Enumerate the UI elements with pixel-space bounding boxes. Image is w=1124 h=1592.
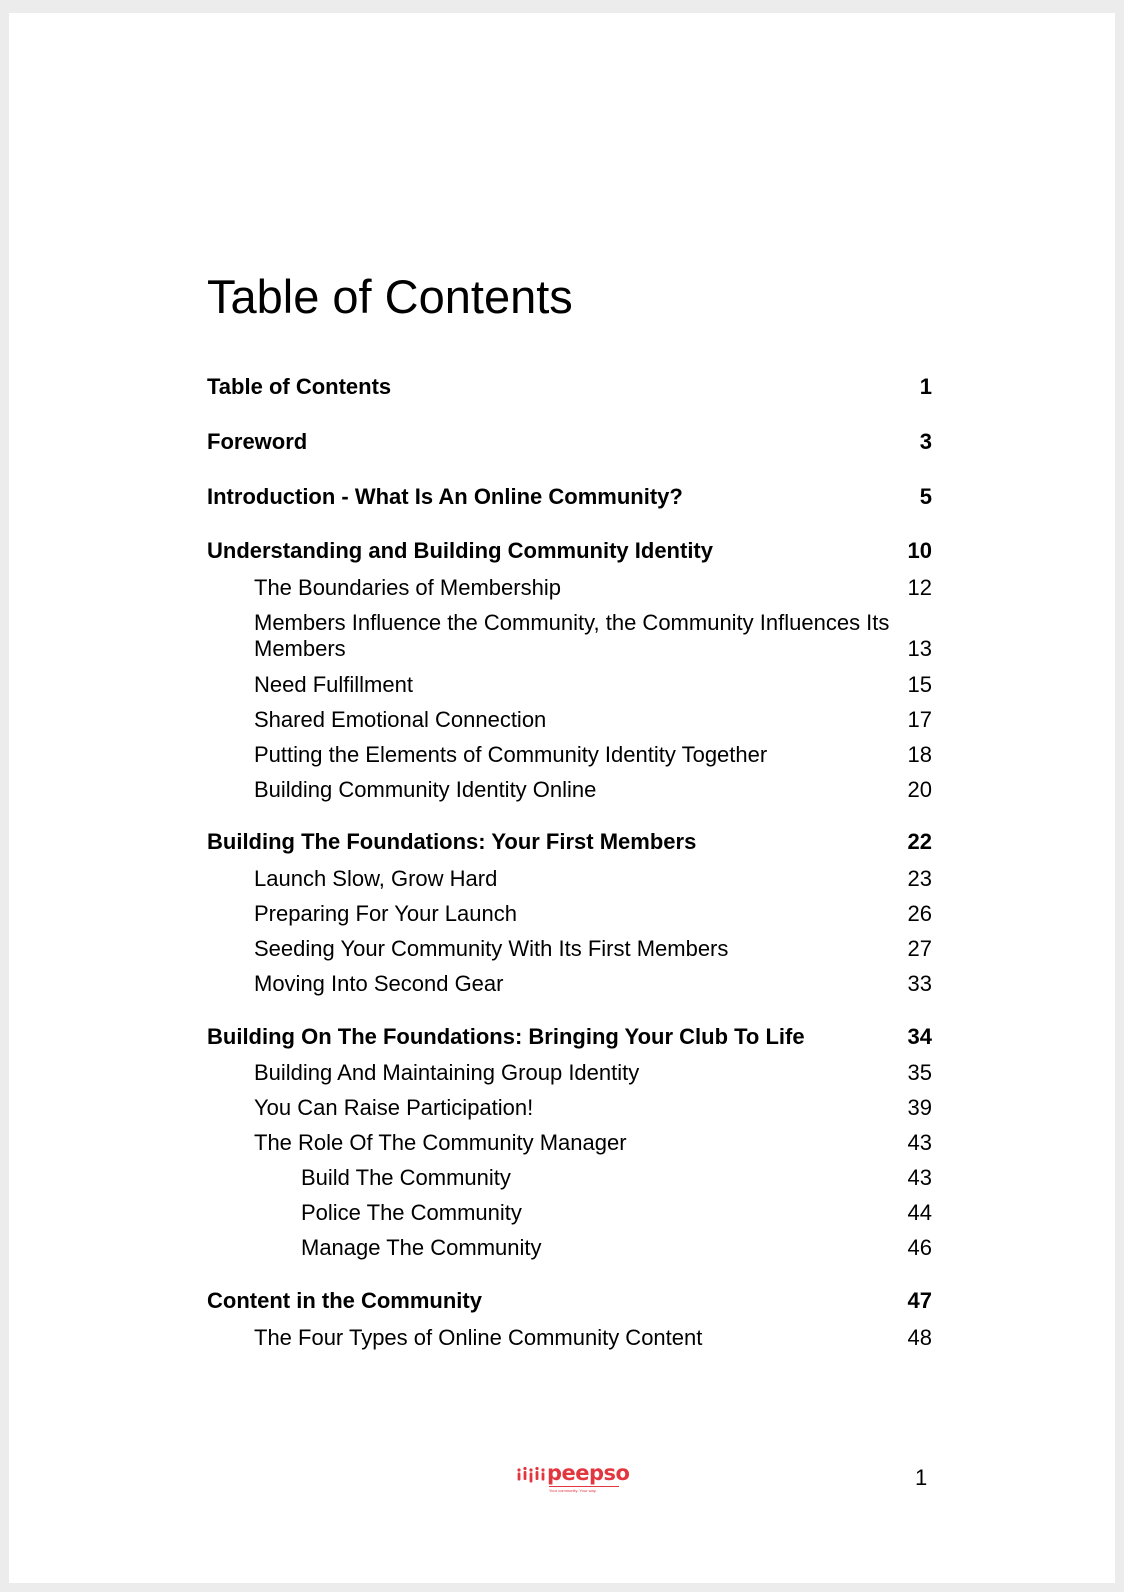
toc-entry-page: 43: [907, 1130, 932, 1155]
toc-entry-members-influence[interactable]: [207, 610, 932, 662]
toc-entry-page: 43: [907, 1165, 932, 1190]
toc-entry-title: Shared Emotional Connection: [254, 707, 547, 732]
toc-entry-title: Understanding and Building Community Identity: [207, 538, 713, 563]
toc-entry-building-on-foundations[interactable]: [207, 1024, 932, 1050]
toc-entry-police-community[interactable]: [207, 1200, 932, 1226]
toc-entry-title: Police The Community: [301, 1200, 522, 1225]
toc-entry-introduction[interactable]: [207, 484, 932, 510]
toc-entry-page: 34: [907, 1024, 932, 1049]
toc-entry-building-identity-online[interactable]: [207, 777, 932, 803]
toc-entry-second-gear[interactable]: [207, 971, 932, 997]
toc-entry-putting-elements-together[interactable]: [207, 742, 932, 768]
toc-entry-title: Putting the Elements of Community Identity Together: [254, 742, 768, 767]
toc-entry-page: 27: [907, 936, 932, 961]
toc-entry-title: Need Fulfillment: [254, 672, 413, 697]
toc-entry-title: Build The Community: [301, 1165, 511, 1190]
toc-entry-community-manager-role[interactable]: [207, 1130, 932, 1156]
toc-entry-page: 13: [907, 636, 932, 661]
toc-entry-title: Table of Contents: [207, 374, 392, 399]
toc-entry-page: 17: [907, 707, 932, 732]
toc-entry-title: Building Community Identity Online: [254, 777, 597, 802]
logo-tagline: Your community. Your way.: [549, 1486, 619, 1493]
toc-entry-preparing-launch[interactable]: [207, 901, 932, 927]
toc-entry-page: 44: [907, 1200, 932, 1225]
toc-entry-page: 22: [907, 829, 932, 854]
toc-entry-page: 20: [907, 777, 932, 802]
toc-entry-title: Building And Maintaining Group Identity: [254, 1060, 640, 1085]
toc-entry-page: 33: [907, 971, 932, 996]
toc-entry-shared-emotional-connection[interactable]: [207, 707, 932, 733]
toc-entry-title: The Boundaries of Membership: [254, 575, 561, 600]
toc-entry-title: Building On The Foundations: Bringing Your Club To Life: [207, 1024, 805, 1049]
toc-entry-need-fulfillment[interactable]: [207, 672, 932, 698]
toc-entry-page: 5: [919, 484, 932, 509]
toc-entry-content-in-community[interactable]: [207, 1288, 932, 1314]
toc-entry-page: 39: [907, 1095, 932, 1120]
document-page: [9, 13, 1115, 1583]
toc-entry-title: The Four Types of Online Community Content: [254, 1325, 703, 1350]
toc-entry-page: 1: [919, 374, 932, 399]
toc-entry-page: 48: [907, 1325, 932, 1350]
peepso-logo: [517, 1462, 637, 1496]
toc-entry-manage-community[interactable]: [207, 1235, 932, 1261]
toc-entry-page: 10: [907, 538, 932, 563]
toc-entry-table-of-contents[interactable]: [207, 374, 932, 400]
toc-entry-four-types-content[interactable]: [207, 1325, 932, 1351]
toc-entry-page: 18: [907, 742, 932, 767]
toc-entry-seeding-community[interactable]: [207, 936, 932, 962]
toc-entry-page: 3: [919, 429, 932, 454]
toc-entry-boundaries[interactable]: [207, 575, 932, 601]
toc-entry-title: Manage The Community: [301, 1235, 542, 1260]
toc-entry-building-foundations[interactable]: [207, 829, 932, 855]
toc-entry-build-community[interactable]: [207, 1165, 932, 1191]
toc-entry-title: Introduction - What Is An Online Community?: [207, 484, 683, 509]
toc-entry-launch-slow[interactable]: [207, 866, 932, 892]
toc-entry-page: 12: [907, 575, 932, 600]
toc-entry-page: 26: [907, 901, 932, 926]
toc-entry-title: Building The Foundations: Your First Members: [207, 829, 697, 854]
page-number: 1: [915, 1465, 928, 1490]
logo-text: peepso: [547, 1461, 630, 1485]
toc-entry-group-identity[interactable]: [207, 1060, 932, 1086]
toc-entry-title: You Can Raise Participation!: [254, 1095, 534, 1120]
toc-entry-title: The Role Of The Community Manager: [254, 1130, 627, 1155]
toc-entry-title: Seeding Your Community With Its First Members: [254, 936, 729, 961]
toc-entry-title: Preparing For Your Launch: [254, 901, 517, 926]
toc-entry-page: 46: [907, 1235, 932, 1260]
page-title: Table of Contents: [207, 270, 573, 323]
toc-entry-page: 35: [907, 1060, 932, 1085]
toc-entry-title: Moving Into Second Gear: [254, 971, 504, 996]
people-icon: [517, 1466, 545, 1484]
toc-entry-title: Foreword: [207, 429, 308, 454]
toc-entry-title: Launch Slow, Grow Hard: [254, 866, 498, 891]
table-of-contents: [207, 13, 932, 1583]
toc-entry-foreword[interactable]: [207, 429, 932, 455]
toc-entry-page: 47: [907, 1288, 932, 1313]
toc-entry-page: 15: [907, 672, 932, 697]
toc-entry-title: Content in the Community: [207, 1288, 482, 1313]
toc-entry-title: Members Influence the Community, the Community Influences Its Members: [254, 610, 890, 661]
toc-entry-page: 23: [907, 866, 932, 891]
toc-entry-community-identity[interactable]: [207, 538, 932, 564]
toc-entry-raise-participation[interactable]: [207, 1095, 932, 1121]
